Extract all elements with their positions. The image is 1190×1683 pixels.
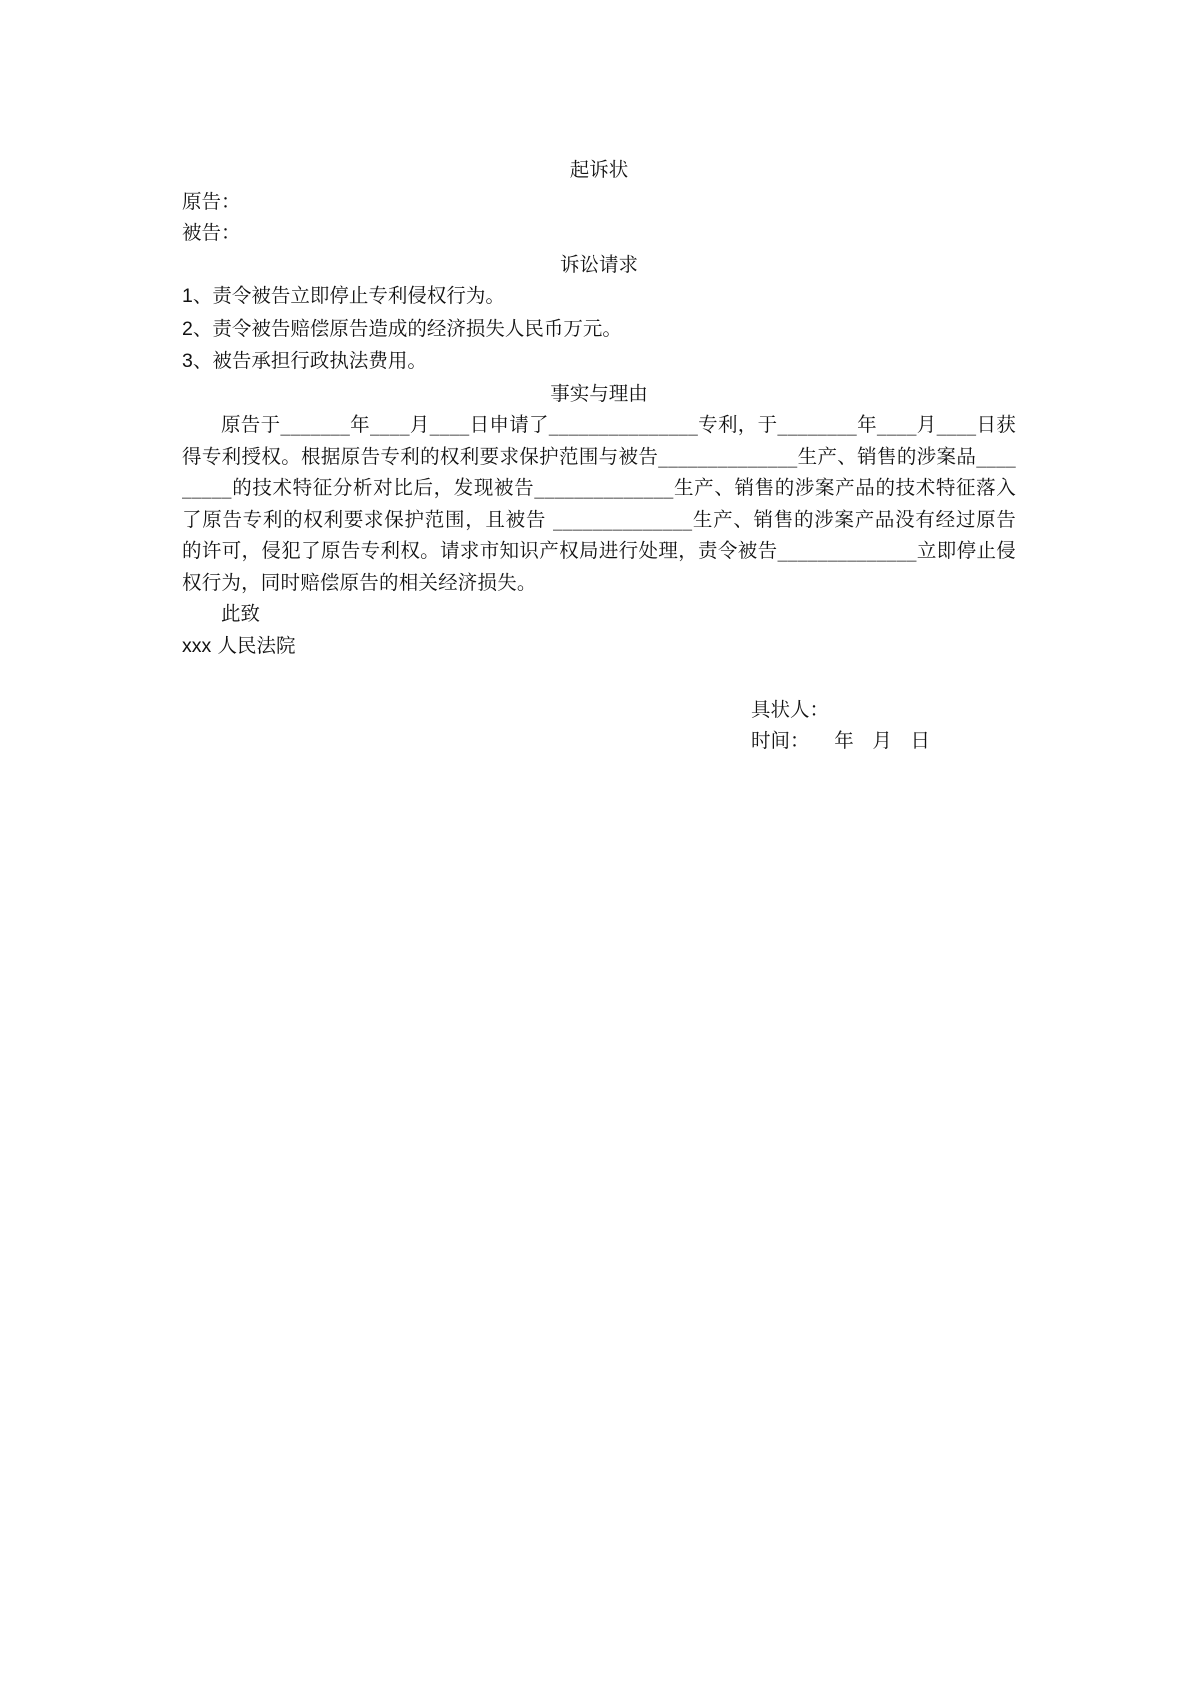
date-line: 时间： 年 月 日 — [751, 729, 930, 752]
claim-number: 3 — [182, 350, 193, 372]
blank-line — [182, 662, 1016, 694]
claim-item-1 — [182, 280, 1016, 313]
claim-text: 、被告承担行政执法费用。 — [192, 349, 427, 372]
claim-item-3 — [182, 345, 1016, 378]
claim-number: 2 — [182, 317, 193, 340]
facts-heading: 事实与理由 — [550, 381, 648, 405]
defendant-line: 被告： — [182, 221, 241, 244]
closing-line: 此致 — [221, 602, 261, 625]
claim-item-2 — [182, 313, 1016, 346]
document-title: 起诉状 — [569, 158, 629, 181]
court-name: 人民法院 — [217, 633, 296, 657]
claims-heading: 诉讼请求 — [559, 252, 638, 276]
claim-number: 1 — [182, 285, 193, 307]
claim-text: 、责令被告赔偿原告造成的经济损失人民币万元。 — [192, 316, 622, 340]
court-line — [182, 630, 1016, 663]
plaintiff-line: 原告： — [182, 189, 241, 213]
claim-text: 、责令被告立即停止专利侵权行为。 — [192, 284, 505, 307]
facts-paragraph: 原告于_______年____月____日申请了_______________专利，于________年____月____日获得专利授权。根据原告专利的权利要求保护范围与被告______________生产、销售的涉案品_________的技术特征分析对比后，发现被告______________生产、销售的涉案产品的技术特征落入了原告专利的权利要求保护范围，且被告 ______________生产、销售的涉案产品没有经过原告的许可，侵犯了原告专利权。请求市知识产权局进行处理，责令被告______________立即停止侵权行为，同时赔偿原告的相关经济损失。 — [182, 413, 1016, 594]
court-prefix: xxx — [182, 634, 212, 657]
signer-line: 具状人： — [751, 697, 830, 721]
document-body — [182, 154, 1016, 757]
